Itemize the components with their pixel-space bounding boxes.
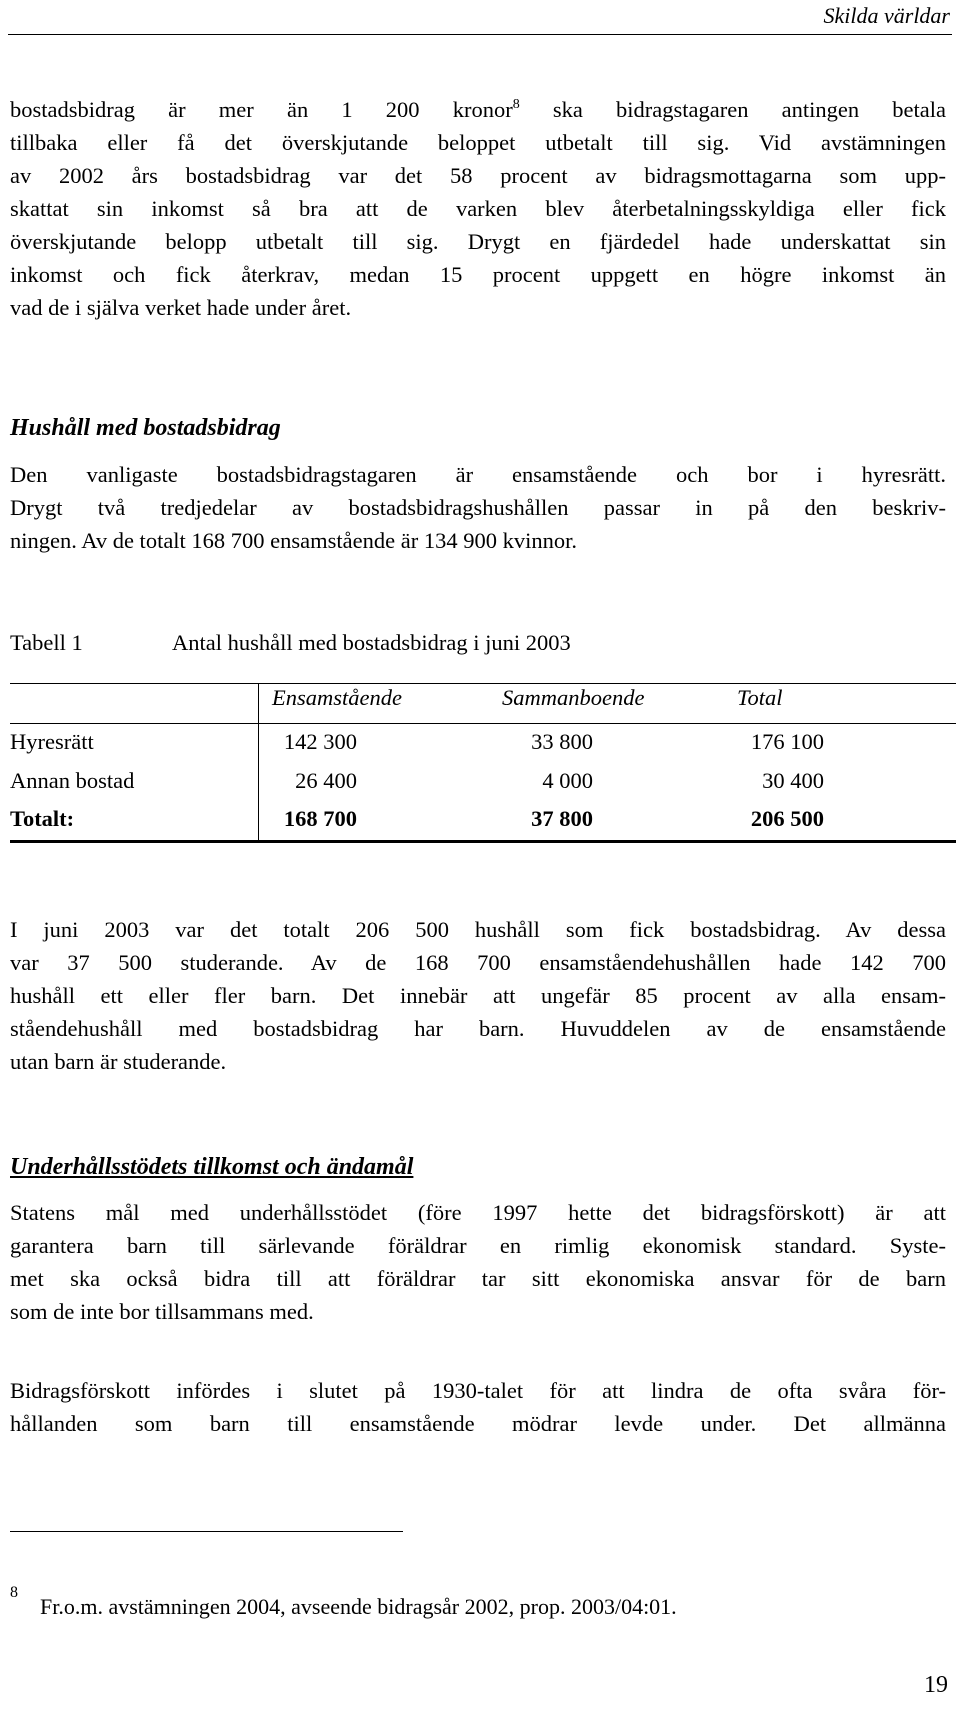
text-line: var 37 500 studerande. Av de 168 700 ensamståendehushållen hade 142 700 xyxy=(10,950,946,975)
text-line: hållanden som barn till ensamstående mödrar levde under. Det allmänna xyxy=(10,1411,946,1436)
section-1-paragraph xyxy=(10,458,946,557)
table-cell: 4 000 xyxy=(542,768,593,793)
text-line: garantera barn till särlevande föräldrar en rimlig ekonomisk standard. Syste- xyxy=(10,1233,946,1258)
table-cell: 37 800 xyxy=(531,806,593,831)
text-line: ståendehushåll med bostadsbidrag har barn. Huvuddelen av de ensamstående xyxy=(10,1016,946,1041)
footnote-mark: 8 xyxy=(10,1584,18,1601)
running-header: Skilda världar xyxy=(823,3,950,28)
header-rule xyxy=(8,34,952,35)
text-line: utan barn är studerande. xyxy=(10,1049,227,1074)
text-line: Den vanligaste bostadsbidragstagaren är ensamstående och bor i hyresrätt. xyxy=(10,462,946,487)
table-header-rule xyxy=(10,723,956,724)
row-label-totalt: Totalt: xyxy=(10,806,75,831)
table-cell: 26 400 xyxy=(295,768,357,793)
table-cell: 30 400 xyxy=(762,768,824,793)
table-cell: 176 100 xyxy=(750,729,824,754)
text-line: ningen. Av de totalt 168 700 ensamstående är 134 900 kvinnor. xyxy=(10,528,577,553)
text-line: skattat sin inkomst så bra att de varken blev återbetalningsskyldiga eller fick xyxy=(10,196,946,221)
row-label-hyresratt: Hyresrätt xyxy=(10,729,94,754)
table-label: Tabell 1 xyxy=(10,630,83,655)
row-label-annan-bostad: Annan bostad xyxy=(10,768,135,793)
column-header-sammanboende: Sammanboende xyxy=(502,685,645,710)
text-line xyxy=(10,93,946,126)
table-caption: Antal hushåll med bostadsbidrag i juni 2003 xyxy=(172,630,571,655)
table-top-rule xyxy=(10,683,956,684)
paragraph-1 xyxy=(10,93,946,324)
table-bottom-rule xyxy=(10,840,956,843)
table-cell: 142 300 xyxy=(283,729,357,754)
table-cell: 168 700 xyxy=(283,806,357,831)
table-cell: 206 500 xyxy=(750,806,824,831)
text-fragment: bostadsbidrag är mer än 1 200 kronor xyxy=(10,97,513,122)
text-line: av 2002 års bostadsbidrag var det 58 procent av bidragsmottagarna som upp- xyxy=(10,163,946,188)
text-line: tillbaka eller få det överskjutande beloppet utbetalt till sig. Vid avstämningen xyxy=(10,130,946,155)
section-2-paragraph-b xyxy=(10,1374,946,1440)
section-heading: Hushåll med bostadsbidrag xyxy=(10,415,281,441)
text-line: vad de i själva verket hade under året. xyxy=(10,295,352,320)
text-line: överskjutande belopp utbetalt till sig. Drygt en fjärdedel hade underskattat sin xyxy=(10,229,946,254)
text-line: som de inte bor tillsammans med. xyxy=(10,1299,314,1324)
footnote-rule xyxy=(10,1531,403,1532)
text-fragment: ska bidragstagaren antingen betala xyxy=(519,97,946,122)
column-header-ensamstaende: Ensamstående xyxy=(272,685,402,710)
text-line: Statens mål med underhållsstödet (före 1997 hette det bidragsförskott) är att xyxy=(10,1200,946,1225)
text-line: hushåll ett eller fler barn. Det innebär att ungefär 85 procent av alla ensam- xyxy=(10,983,946,1008)
text-line: Bidragsförskott infördes i slutet på 1930-talet för att lindra de ofta svåra för- xyxy=(10,1378,946,1403)
column-header-total: Total xyxy=(737,685,783,710)
text-line: Drygt två tredjedelar av bostadsbidragshushållen passar in på den beskriv- xyxy=(10,495,946,520)
text-line: I juni 2003 var det totalt 206 500 hushåll som fick bostadsbidrag. Av dessa xyxy=(10,917,946,942)
page-number: 19 xyxy=(924,1672,948,1698)
section-heading: Underhållsstödets tillkomst och ändamål xyxy=(10,1154,414,1180)
text-line: met ska också bidra till att föräldrar tar sitt ekonomiska ansvar för de barn xyxy=(10,1266,946,1291)
footnote-text: Fr.o.m. avstämningen 2004, avseende bidragsår 2002, prop. 2003/04:01. xyxy=(40,1594,677,1619)
paragraph-2 xyxy=(10,913,946,1078)
text-line: inkomst och fick återkrav, medan 15 procent uppgett en högre inkomst än xyxy=(10,262,946,287)
table-cell: 33 800 xyxy=(531,729,593,754)
footnote-reference: 8 xyxy=(512,97,520,112)
section-2-paragraph-a xyxy=(10,1196,946,1328)
